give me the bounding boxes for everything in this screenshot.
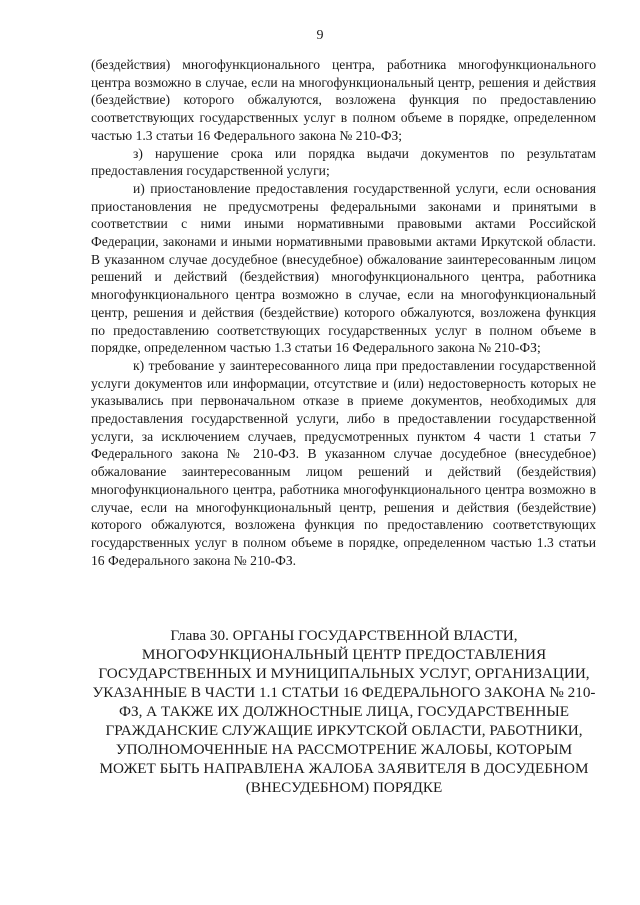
paragraph-continuation: (бездействия) многофункционального центра, работника многофункционального центра возможно в случае, если на многофункциональный центр, решения и действия (бездействие) которого обжалуются, возложена функция по предоставлению соответствующих государственных услуг в полном объеме в порядке, определенном частью 1.3 статьи 16 Федерального закона № 210-ФЗ; — [91, 57, 596, 143]
paragraph-item-k: к) требование у заинтересованного лица при предоставлении государственной услуги документов или информации, отсутствие и (или) недостоверность которых не указывались при первоначальном отказе в приеме документов, необходимых для предоставления государственной услуги, либо в предоставлении государственной услуги, за исключением случаев, предусмотренных пунктом 4 части 1 статьи 7 Федерального закона № 210-ФЗ. В указанном случае досудебное (внесудебное) обжалование заинтересованным лицом решений и действий (бездействия) многофункционального центра, работника многофункционального центра возможно в случае, если на многофункциональный центр, решения и действия (бездействие) которого обжалуются, возложена функция по предоставлению соответствующих государственных услуг в полном объеме в порядке, определенном частью 1.3 статьи 16 Федерального закона № 210-ФЗ. — [91, 357, 596, 568]
chapter-heading: Глава 30. ОРГАНЫ ГОСУДАРСТВЕННОЙ ВЛАСТИ, МНОГОФУНКЦИОНАЛЬНЫЙ ЦЕНТР ПРЕДОСТАВЛЕНИЯ ГОСУДАРСТВЕННЫХ И МУНИЦИПАЛЬНЫХ УСЛУГ, ОРГАНИЗАЦИИ, УКАЗАННЫЕ В ЧАСТИ 1.1 СТАТЬИ 16 ФЕДЕРАЛЬНОГО ЗАКОНА № 210-ФЗ, А ТАКЖЕ ИХ ДОЛЖНОСТНЫЕ ЛИЦА, ГОСУДАРСТВЕННЫЕ ГРАЖДАНСКИЕ СЛУЖАЩИЕ ИРКУТСКОЙ ОБЛАСТИ, РАБОТНИКИ, УПОЛНОМОЧЕННЫЕ НА РАССМОТРЕНИЕ ЖАЛОБЫ, КОТОРЫМ МОЖЕТ БЫТЬ НАПРАВЛЕНА ЖАЛОБА ЗАЯВИТЕЛЯ В ДОСУДЕБНОМ (ВНЕСУДЕБНОМ) ПОРЯДКЕ — [92, 627, 596, 796]
page-number: 9 — [316, 28, 324, 43]
paragraph-item-z: з) нарушение срока или порядка выдачи документов по результатам предоставления государственной услуги; — [91, 145, 596, 179]
paragraph-item-i: и) приостановление предоставления государственной услуги, если основания приостановления не предусмотрены федеральными законами и принятыми в соответствии с ними иными нормативными правовыми актами Российской Федерации, законами и иными нормативными правовыми актами Иркутской области. В указанном случае досудебное (внесудебное) обжалование заинтересованным лицом решений и действий (бездействия) многофункционального центра, работника многофункционального центра возможно в случае, если на многофункциональный центр, решения и действия (бездействие) которого обжалуются, возложена функция по предоставлению соответствующих государственных услуг в полном объеме в порядке, определенном частью 1.3 статьи 16 Федерального закона № 210-ФЗ; — [91, 180, 596, 356]
body-text — [91, 56, 596, 569]
